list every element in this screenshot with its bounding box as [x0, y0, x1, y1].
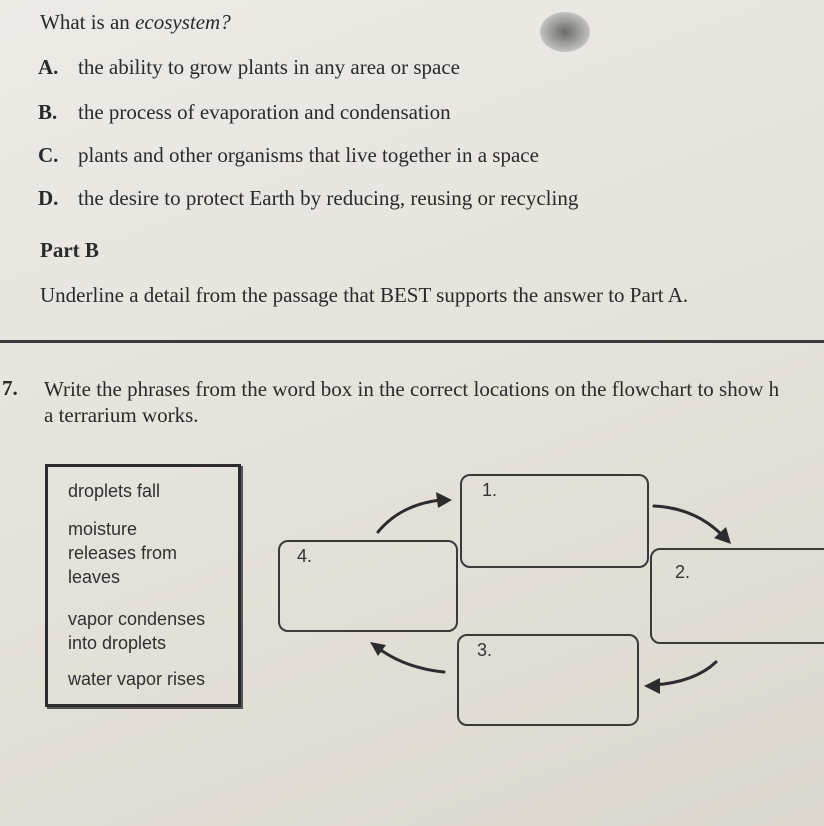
- choice-text: the ability to grow plants in any area or space: [78, 55, 460, 79]
- part-b-instruction: Underline a detail from the passage that BEST supports the answer to Part A.: [40, 283, 689, 307]
- arrow-3-to-4: [378, 648, 444, 672]
- choice-text: the desire to protect Earth by reducing, reusing or recycling: [78, 186, 579, 210]
- arrowhead-icon: [370, 642, 386, 656]
- word-box-line: leaves: [68, 567, 121, 587]
- question-number: 7.: [2, 376, 18, 400]
- choice-letter: D.: [38, 186, 59, 210]
- arrowhead-icon: [436, 492, 452, 508]
- word-box-line: moisture: [68, 519, 138, 539]
- flowchart-label-2: 2.: [675, 562, 691, 582]
- question-text-line-2: a terrarium works.: [44, 403, 199, 427]
- flowchart-label-3: 3.: [477, 640, 493, 660]
- word-box-line: into droplets: [68, 633, 167, 653]
- question-term: ecosystem?: [135, 10, 231, 34]
- word-box-line: releases from: [68, 543, 178, 563]
- question-text-line-1: Write the phrases from the word box in the correct locations on the flowchart to show h: [44, 377, 780, 401]
- part-b-title: Part B: [40, 238, 99, 262]
- word-box-line: vapor condenses: [68, 609, 206, 629]
- word-box-line: water vapor rises: [68, 669, 206, 689]
- arrow-2-to-3: [654, 662, 716, 685]
- question-prefix: What is an: [40, 10, 130, 34]
- flowchart-label-1: 1.: [482, 480, 498, 500]
- arrowhead-icon: [644, 678, 660, 694]
- flowchart-label-4: 4.: [297, 546, 313, 566]
- arrow-4-to-1: [378, 500, 440, 532]
- choice-letter: B.: [38, 100, 58, 124]
- choice-letter: C.: [38, 143, 59, 167]
- choice-text: the process of evaporation and condensation: [78, 100, 451, 124]
- arrow-1-to-2: [654, 506, 722, 535]
- choice-text: plants and other organisms that live together in a space: [78, 143, 539, 167]
- choice-letter: A.: [38, 55, 59, 79]
- word-box-line: droplets fall: [68, 481, 161, 501]
